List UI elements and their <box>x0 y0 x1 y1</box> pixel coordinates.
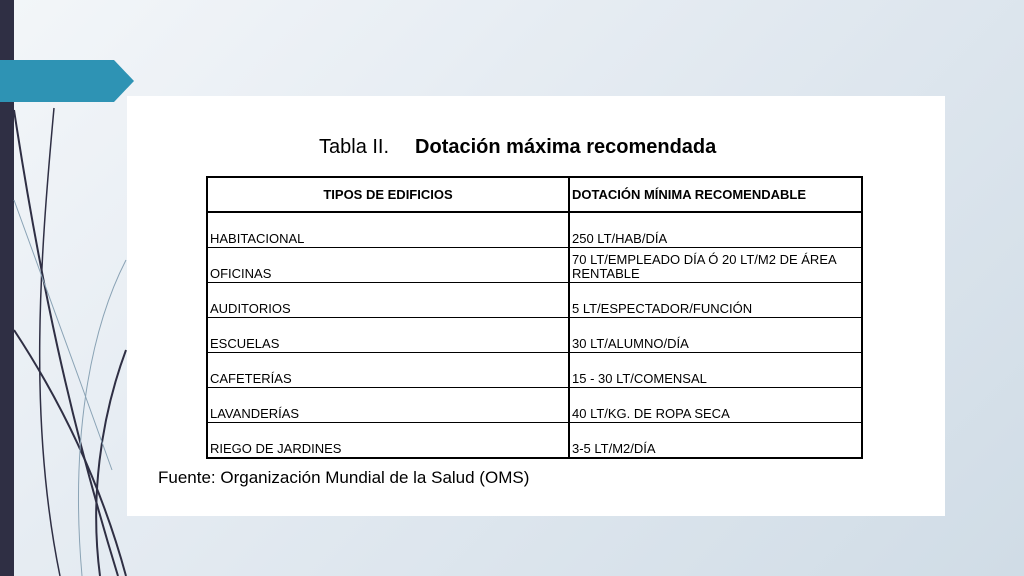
column-header-building-type: TIPOS DE EDIFICIOS <box>207 177 569 212</box>
allocation-cell: 3-5 LT/M2/DÍA <box>569 423 862 459</box>
table-image <box>127 96 945 516</box>
table-row <box>207 318 862 353</box>
building-type-cell: CAFETERÍAS <box>207 353 569 388</box>
allocation-cell: 250 LT/HAB/DÍA <box>569 212 862 248</box>
table-header-row <box>207 177 862 212</box>
allocation-cell: 70 LT/EMPLEADO DÍA Ó 20 LT/M2 DE ÁREA RENTABLE <box>569 248 862 283</box>
building-type-cell: HABITACIONAL <box>207 212 569 248</box>
allocation-cell: 15 - 30 LT/COMENSAL <box>569 353 862 388</box>
allocation-cell: 40 LT/KG. DE ROPA SECA <box>569 388 862 423</box>
table-row <box>207 283 862 318</box>
table-row <box>207 212 862 248</box>
table-title <box>319 136 716 159</box>
table-row <box>207 388 862 423</box>
table-row <box>207 353 862 388</box>
allocation-cell: 5 LT/ESPECTADOR/FUNCIÓN <box>569 283 862 318</box>
building-type-cell: RIEGO DE JARDINES <box>207 423 569 459</box>
building-type-cell: AUDITORIOS <box>207 283 569 318</box>
table-number: Tabla II. <box>319 136 390 158</box>
column-header-allocation: DOTACIÓN MÍNIMA RECOMENDABLE <box>569 177 862 212</box>
dotacion-table <box>206 176 863 459</box>
building-type-cell: LAVANDERÍAS <box>207 388 569 423</box>
allocation-cell: 30 LT/ALUMNO/DÍA <box>569 318 862 353</box>
building-type-cell: ESCUELAS <box>207 318 569 353</box>
table-row <box>207 423 862 459</box>
table-row <box>207 248 862 283</box>
building-type-cell: OFICINAS <box>207 248 569 283</box>
table-heading: Dotación máxima recomendada <box>415 136 717 158</box>
source-note: Fuente: Organización Mundial de la Salud (OMS) <box>158 468 530 487</box>
accent-chevron-tab <box>0 60 134 102</box>
